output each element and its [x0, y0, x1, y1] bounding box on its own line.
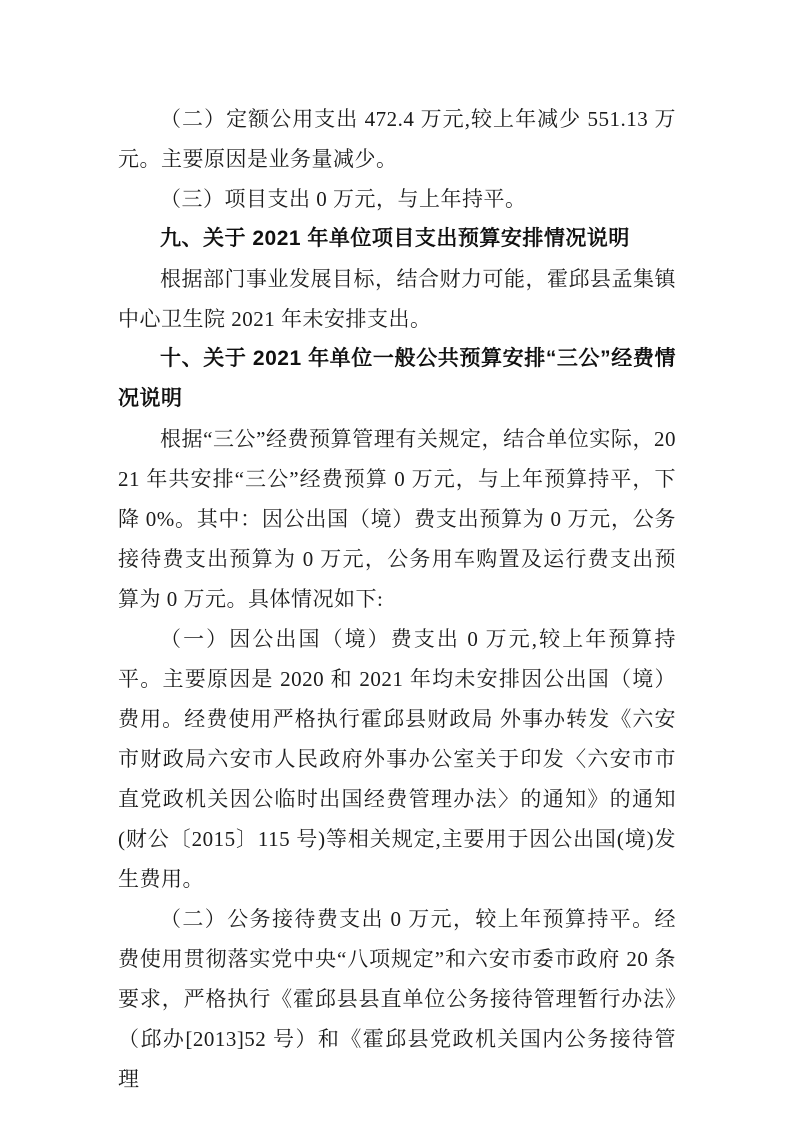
- section-heading-nine: 九、关于 2021 年单位项目支出预算安排情况说明: [160, 227, 630, 250]
- document-body: [118, 99, 676, 1099]
- section-heading-ten: 十、关于 2021 年单位一般公共预算安排“三公”经费情况说明: [118, 347, 676, 410]
- paragraph-three-public-overview: 根据“三公”经费预算管理有关规定，结合单位实际，2021 年共安排“三公”经费预算 0 万元，与上年预算持平，下降 0%。其中：因公出国（境）费支出预算为 0 万元，公务接待费支出预算为 0 万元，公务用车购置及运行费支出预算为 0 万元。具体情况如下:: [118, 427, 676, 611]
- paragraph-project-expense: （三）项目支出 0 万元，与上年持平。: [160, 187, 527, 211]
- paragraph-fixed-public-expense: （二）定额公用支出 472.4 万元,较上年减少 551.13 万元。主要原因是业务量减少。: [118, 107, 676, 171]
- paragraph-project-budget-note: 根据部门事业发展目标，结合财力可能，霍邱县孟集镇中心卫生院 2021 年未安排支出。: [118, 267, 676, 331]
- paragraph-overseas-travel-expense: （一）因公出国（境）费支出 0 万元,较上年预算持平。主要原因是 2020 和 2021 年均未安排因公出国（境）费用。经费使用严格执行霍邱县财政局 外事办转发《六安市财政局六安市人民政府外事办公室关于印发〈六安市市直党政机关因公临时出国经费管理办法〉的通知》的通知(财公〔2015〕115 号)等相关规定,主要用于因公出国(境)发生费用。: [118, 627, 676, 891]
- paragraph-official-reception-expense: （二）公务接待费支出 0 万元，较上年预算持平。经费使用贯彻落实党中央“八项规定”和六安市委市政府 20 条要求，严格执行《霍邱县县直单位公务接待管理暂行办法》（邱办[2013]52 号）和《霍邱县党政机关国内公务接待管理: [118, 907, 676, 1091]
